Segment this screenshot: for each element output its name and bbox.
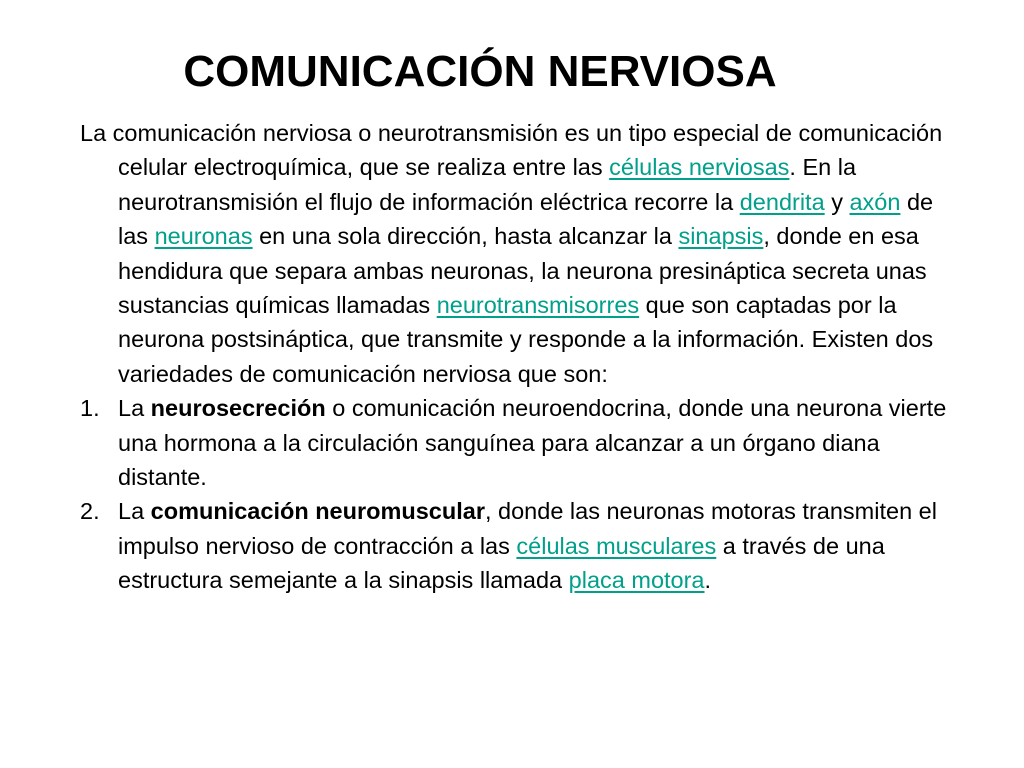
link-dendrita[interactable]: dendrita bbox=[739, 188, 825, 215]
item2-bold-term: comunicación neuromuscular bbox=[150, 498, 485, 525]
intro-text-5: en una sola dirección, hasta alcanzar la bbox=[252, 223, 679, 250]
item1-bold-term: neurosecreción bbox=[150, 395, 326, 422]
item2-text-2: , donde las neuronas motoras transmiten el impulso nervioso de contracción a las bbox=[118, 498, 937, 559]
intro-text-2: . En la neurotransmisión el flujo de información eléctrica recorre la bbox=[118, 154, 857, 215]
intro-text-6: , donde en esa hendidura que separa ambas neuronas, la neurona presináptica secreta unas sustancias químicas llamadas bbox=[118, 223, 927, 319]
link-placa-motora[interactable]: placa motora bbox=[568, 567, 705, 594]
item1-text-2: o comunicación neuroendocrina, donde una neurona vierte una hormona a la circulación sanguínea para alcanzar a un órgano diana distante. bbox=[118, 395, 947, 491]
slide-body bbox=[80, 116, 965, 598]
intro-paragraph bbox=[80, 116, 965, 391]
item2-text-4: . bbox=[704, 567, 712, 594]
link-neurotransmisorres[interactable]: neurotransmisorres bbox=[436, 292, 640, 319]
item2-text-3: a través de una estructura semejante a la sinapsis llamada bbox=[118, 532, 885, 594]
link-neuronas[interactable]: neuronas bbox=[154, 223, 253, 250]
link-celulas-nerviosas[interactable]: células nerviosas bbox=[609, 154, 790, 181]
link-celulas-musculares[interactable]: células musculares bbox=[516, 532, 717, 559]
link-sinapsis[interactable]: sinapsis bbox=[678, 223, 764, 250]
list-number: 1. bbox=[80, 395, 100, 422]
intro-text-4: de las bbox=[118, 188, 934, 250]
intro-text-1: La comunicación nerviosa o neurotransmisión es un tipo especial de comunicación celular electroquímica, que se realiza entre las bbox=[80, 120, 943, 181]
intro-text-3: y bbox=[824, 188, 850, 215]
list-item-comunicacion-neuromuscular bbox=[80, 494, 965, 597]
list-number: 2. bbox=[80, 498, 100, 525]
item2-text-1: La bbox=[118, 498, 151, 525]
item1-text-1: La bbox=[118, 395, 151, 422]
list-item-neurosecrecion bbox=[80, 391, 965, 494]
slide-title: COMUNICACIÓN NERVIOSA bbox=[183, 47, 777, 96]
link-axon[interactable]: axón bbox=[849, 188, 901, 215]
intro-text-7: que son captadas por la neurona postsináptica, que transmite y responde a la información. Existen dos variedades de comunicación nerviosa que son: bbox=[118, 292, 934, 387]
